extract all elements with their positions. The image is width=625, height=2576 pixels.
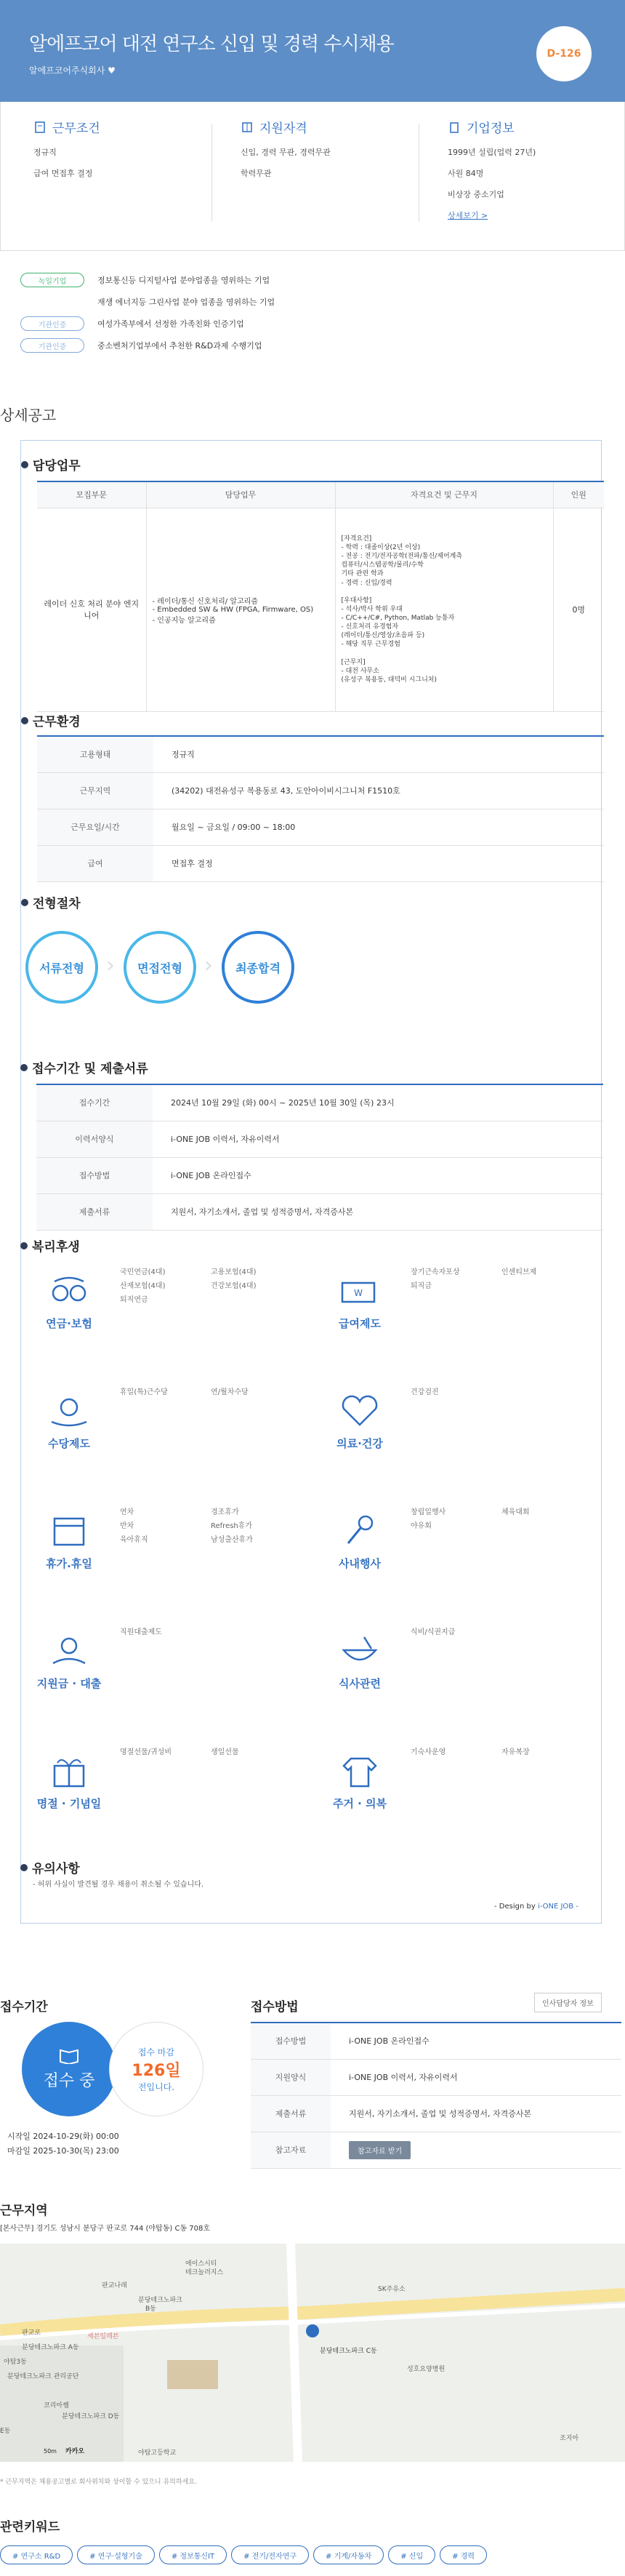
- badge-row: [20, 313, 602, 335]
- col-header: 인원: [553, 481, 604, 508]
- method-table: [251, 2022, 621, 2169]
- col-header: 담당업무: [146, 481, 335, 508]
- keyword-chip[interactable]: # 연구소 R&D: [0, 2545, 73, 2564]
- welfare-list: [411, 1385, 592, 1396]
- company-item: 비상장 중소기업: [448, 190, 504, 199]
- col-header: 모집부문: [37, 481, 146, 508]
- caution-title: 유의사항: [32, 1862, 80, 1876]
- job-title: 알에프코어 대전 연구소 신입 및 경력 수시채용: [29, 33, 394, 55]
- chevron-right-icon: ›: [106, 953, 115, 978]
- env-table: [37, 735, 604, 882]
- glasses-icon: [47, 1273, 91, 1309]
- welfare-entry: 인센티브제: [501, 1268, 537, 1276]
- design-brand: i-ONE JOB -: [537, 1903, 578, 1911]
- badge-text: 재생 에너지등 그린사업 분야 업종을 영위하는 기업: [97, 297, 275, 307]
- welfare-entry: 건강검진: [411, 1388, 439, 1396]
- duty-title: 담당업무: [33, 459, 81, 473]
- process-step: 서류전형: [25, 931, 98, 1004]
- welfare-list: [411, 1265, 592, 1290]
- welfare-entry: Refresh휴가: [211, 1522, 253, 1530]
- company-name[interactable]: [29, 64, 116, 76]
- keyword-chip[interactable]: # 정보통신IT: [159, 2545, 227, 2564]
- apply-key: 접수방법: [36, 1157, 153, 1193]
- company-item: 사원 84명: [448, 169, 484, 178]
- welfare-item: [323, 1625, 600, 1749]
- env-value: 면접후 결정: [153, 845, 604, 881]
- summary-company: [448, 118, 625, 223]
- welfare-entry: 자유복장: [501, 1748, 530, 1756]
- apply-table: [36, 1084, 603, 1231]
- env-title: 근무환경: [33, 715, 81, 729]
- deadline-days: 126일: [132, 2061, 181, 2080]
- welfare-entry: 남성출산휴가: [211, 1536, 253, 1544]
- map-label: 코리아쌤: [44, 2402, 69, 2409]
- process-step: 최종합격: [222, 931, 294, 1004]
- env-key: 근무지역: [37, 772, 153, 809]
- duty-count: 0명: [553, 508, 604, 711]
- calendar-icon: [47, 1513, 91, 1549]
- status-circle: [22, 2022, 116, 2116]
- welfare-label: 명절 · 기념일: [36, 1797, 102, 1810]
- badge-pill: 기관인증: [20, 338, 84, 353]
- welfare-item: [323, 1505, 600, 1629]
- apply-key: 이력서양식: [36, 1121, 153, 1157]
- duty-part: 레이더 신호 처리 분야 엔지니어: [37, 508, 146, 711]
- welfare-item: [323, 1265, 600, 1389]
- welfare-entry: 명절선물/귀성비: [120, 1748, 172, 1756]
- map-label: 50m: [44, 2448, 57, 2455]
- status-text: 접수 중: [43, 2071, 95, 2090]
- location-address: [본사근무] 경기도 성남시 분당구 판교로 744 (야탑동) C동 708호: [0, 2225, 211, 2233]
- map-label: 분당테크노파크 C동: [320, 2348, 377, 2355]
- summary-qualifications: [241, 118, 448, 223]
- welfare-list: [411, 1625, 592, 1636]
- chevron-right-icon: ›: [204, 953, 213, 978]
- map-label: 성호요양병원: [407, 2366, 445, 2373]
- welfare-heading: [20, 1236, 80, 1255]
- duty-heading: [21, 455, 81, 473]
- badge-row: [20, 291, 602, 313]
- keyword-chip[interactable]: # 연구·설형기술: [77, 2545, 155, 2564]
- welfare-entry: 체육대회: [501, 1508, 530, 1516]
- welfare-entry: 직원대출제도: [120, 1628, 162, 1636]
- bowl-icon: [338, 1633, 382, 1669]
- deadline-suffix: 전입니다.: [137, 2081, 175, 2092]
- welfare-entry: 야유회: [411, 1522, 432, 1530]
- welfare-list: [411, 1505, 592, 1530]
- summary-conditions: [33, 118, 241, 223]
- bullet-icon: [20, 1242, 28, 1249]
- company-badges: [20, 269, 602, 356]
- welfare-item: [33, 1625, 309, 1749]
- method-key: 제출서류: [251, 2095, 331, 2132]
- welfare-entry: 창립일행사: [411, 1508, 446, 1516]
- map-label: E동: [0, 2428, 11, 2435]
- company-heading: 기업정보: [467, 121, 515, 136]
- badge-row: [20, 269, 602, 291]
- badge-pill-empty: [20, 295, 84, 309]
- company-link[interactable]: 알에프코어주식회사: [29, 65, 105, 76]
- welfare-label: 수당제도: [48, 1437, 90, 1450]
- map-label: 테크놀러지스: [185, 2269, 224, 2276]
- welfare-label: 식사관련: [339, 1677, 381, 1690]
- design-prefix: - Design by: [494, 1903, 536, 1911]
- apply-heading: [20, 1058, 148, 1076]
- welfare-list: [120, 1745, 302, 1756]
- method-value: i-ONE JOB 이력서, 자유이력서: [331, 2059, 621, 2095]
- download-reference-button[interactable]: 참고자료 받기: [349, 2141, 411, 2159]
- env-value: 정규직: [153, 736, 604, 772]
- welfare-title: 복리후생: [32, 1240, 80, 1255]
- map-label: 판교나래: [102, 2282, 127, 2289]
- keywords-title: 관련키워드: [0, 2520, 60, 2535]
- map-note: * 근무지역은 채용공고별로 회사위치와 상이할 수 있으니 유의하세요.: [0, 2479, 197, 2486]
- duty-tasks: - 레이더/통신 신호처리/ 알고리즘 - Embedded SW & HW (FPGA, Firmware, OS) - 인공지능 알고리즘: [146, 508, 335, 711]
- welfare-item: [33, 1745, 309, 1869]
- welfare-label: 지원금 · 대출: [36, 1677, 102, 1690]
- job-summary: [0, 102, 625, 251]
- building-icon: [448, 121, 461, 134]
- map-label: 카카오: [65, 2448, 85, 2455]
- location-map[interactable]: [0, 2244, 625, 2462]
- conditions-heading: 근무조건: [52, 121, 100, 136]
- badge-text: 정보통신등 디지털사업 분야업종을 영위하는 기업: [97, 276, 270, 285]
- welfare-entry: 퇴직금: [411, 1282, 432, 1290]
- welfare-item: [33, 1385, 309, 1509]
- welfare-entry: 기숙사운영: [411, 1748, 446, 1756]
- keyword-chip[interactable]: # 기계/자동차: [313, 2545, 384, 2564]
- apply-key: 제출서류: [36, 1193, 153, 1230]
- duty-table: [37, 481, 604, 712]
- badge-pill: 녹일기업: [20, 273, 84, 287]
- method-value: 지원서, 자기소개서, 졸업 및 성적증명서, 자격증사본: [331, 2095, 621, 2132]
- map-label: 야탑고등학교: [138, 2449, 177, 2457]
- money-icon: [338, 1273, 382, 1309]
- dday-badge: D-126: [536, 26, 592, 81]
- book-open-icon: [59, 2048, 79, 2064]
- welfare-entry: 장기근속자포상: [411, 1268, 460, 1276]
- welfare-list: [120, 1625, 302, 1636]
- book-icon: [241, 121, 254, 134]
- design-credit: [494, 1903, 578, 1911]
- welfare-label: 사내행사: [339, 1557, 381, 1570]
- contact-button[interactable]: 인사담당자 정보: [534, 1993, 602, 2012]
- apply-value: i-ONE JOB 이력서, 자유이력서: [153, 1121, 603, 1157]
- piggy-icon: [47, 1633, 91, 1669]
- badge-row: [20, 335, 602, 356]
- welfare-list: [120, 1265, 302, 1304]
- apply-value: 2024년 10월 29일 (화) 00시 ~ 2025년 10월 30일 (목) 23시: [153, 1084, 603, 1121]
- divider: [211, 124, 212, 222]
- keyword-chip[interactable]: # 신입: [388, 2545, 435, 2564]
- welfare-entry: 연차: [120, 1508, 134, 1516]
- qualification-item: 학력무관: [241, 169, 272, 178]
- badge-text: 여성가족부에서 선정한 가족친화 인증기업: [97, 319, 244, 329]
- apply-value: i-ONE JOB 온라인접수: [153, 1157, 603, 1193]
- method-title: 접수방법: [251, 2000, 299, 2015]
- env-heading: [21, 711, 81, 729]
- period-title: 접수기간: [0, 2000, 48, 2015]
- welfare-item: [33, 1505, 309, 1629]
- map-label: B동: [145, 2305, 156, 2313]
- welfare-label: 의료·건강: [336, 1437, 383, 1450]
- keyword-list: [0, 2545, 625, 2564]
- env-value: (34202) 대전유성구 복용동로 43, 도안아이비시그니처 F1510호: [153, 772, 604, 809]
- env-value: 월요일 ~ 금요일 / 09:00 ~ 18:00: [153, 809, 604, 845]
- bullet-icon: [20, 1064, 28, 1071]
- start-date: 시작일 2024-10-29(화) 00:00: [7, 2132, 119, 2141]
- heart-icon[interactable]: ♥: [108, 65, 116, 76]
- location-title: 근무지역: [0, 2204, 48, 2218]
- keyword-chip[interactable]: # 경력: [440, 2545, 487, 2564]
- map-label: 야탑3동: [4, 2359, 27, 2366]
- welfare-entry: 식비/식권지급: [411, 1628, 456, 1636]
- welfare-label: 휴가.휴일: [46, 1557, 92, 1570]
- welfare-entry: 육아휴직: [120, 1536, 148, 1544]
- welfare-list: [120, 1385, 302, 1396]
- map-label: 조지아: [560, 2435, 579, 2442]
- svg-text:W: W: [354, 1288, 363, 1298]
- welfare-label: 연금·보험: [46, 1317, 92, 1330]
- method-key: 접수방법: [251, 2023, 331, 2059]
- map-label: SK주유소: [378, 2286, 406, 2293]
- env-key: 고용형태: [37, 736, 153, 772]
- bullet-icon: [20, 1864, 28, 1871]
- qualifications-heading: 지원자격: [259, 121, 307, 136]
- welfare-item: [323, 1745, 600, 1869]
- welfare-list: [120, 1505, 302, 1544]
- badge-text: 중소벤처기업부에서 추천한 R&D과제 수행기업: [97, 341, 262, 351]
- welfare-entry: 산재보험(4대): [120, 1282, 166, 1290]
- bullet-icon: [21, 461, 28, 468]
- map-label: 분당테크노파크: [138, 2297, 182, 2304]
- map-label: 에이스시티: [185, 2260, 217, 2268]
- process-step: 면접전형: [124, 931, 196, 1004]
- welfare-list: [411, 1745, 592, 1756]
- keyword-chip[interactable]: # 전기/전자연구: [231, 2545, 309, 2564]
- end-date: 마감일 2025-10-30(목) 23:00: [7, 2146, 119, 2156]
- caution-text: - 허위 사실이 발견될 경우 채용이 취소될 수 있습니다.: [33, 1881, 204, 1889]
- env-key: 근무요일/시간: [37, 809, 153, 845]
- welfare-entry: 퇴직연금: [120, 1296, 148, 1304]
- map-label: 분당테크노파크 관리공단: [7, 2373, 79, 2380]
- caution-heading: [20, 1858, 80, 1876]
- welfare-item: [33, 1265, 309, 1389]
- gift-icon: [47, 1753, 91, 1789]
- process-title: 전형절차: [33, 897, 81, 911]
- coin-hand-icon: [47, 1393, 91, 1429]
- apply-key: 접수기간: [36, 1084, 153, 1121]
- badge-pill: 기관인증: [20, 316, 84, 331]
- map-canvas[interactable]: [0, 2244, 625, 2462]
- job-header: [0, 0, 625, 102]
- company-detail-link[interactable]: 상세보기 >: [448, 211, 488, 220]
- detail-section-title: 상세공고: [0, 407, 57, 424]
- welfare-entry: 고용보험(4대): [211, 1268, 257, 1276]
- period-dates: [7, 2129, 119, 2159]
- map-label: 분당테크노파크 A동: [22, 2344, 79, 2351]
- welfare-entry: 경조휴가: [211, 1508, 239, 1516]
- welfare-item: [323, 1385, 600, 1509]
- apply-title: 접수기간 및 제출서류: [32, 1062, 148, 1076]
- qualification-item: 신입, 경력 무관, 경력무관: [241, 148, 331, 157]
- apply-value: 지원서, 자기소개서, 졸업 및 성적증명서, 자격증사본: [153, 1193, 603, 1230]
- welfare-entry: 휴일(특)근수당: [120, 1388, 168, 1396]
- env-key: 급여: [37, 845, 153, 881]
- method-key: 참고자료: [251, 2132, 331, 2168]
- document-icon: [33, 121, 47, 134]
- condition-item: 급여 면접후 결정: [33, 169, 93, 178]
- bullet-icon: [21, 899, 28, 906]
- welfare-entry: 연/월차수당: [211, 1388, 249, 1396]
- company-item: 1999년 설립(업력 27년): [448, 148, 536, 157]
- duty-requirements: [자격요건] - 학력 : 대졸이상(2년 이상) - 전공 : 전기/전자공학(전파/통신/제어계측 컴퓨터/시스템공학/물리/수학 기타 관련 학과 - 경력 : 신입/경력 [우대사항] - 석사/박사 학위 우대 - C/C++/C#, Python, Matlab 능통자 - 신호처리 유경험자 (레이더/통신/영상/초음파 등) - 해당 직무 근무경험 [근무지] - 대전 사무소 (유성구 복용동, 대덕비 시그니처): [335, 508, 553, 711]
- shirt-icon: [338, 1753, 382, 1789]
- welfare-label: 주거 · 의복: [332, 1797, 387, 1810]
- col-header: 자격요건 및 근무지: [335, 481, 553, 508]
- deadline-label: 접수 마감: [137, 2047, 175, 2057]
- map-label: 분당테크노파크 D동: [62, 2413, 120, 2420]
- welfare-entry: 건강보험(4대): [211, 1282, 257, 1290]
- process-heading: [21, 893, 81, 911]
- condition-item: 정규직: [33, 148, 57, 157]
- welfare-entry: 국민연금(4대): [120, 1268, 166, 1276]
- bullet-icon: [21, 717, 28, 724]
- method-value: i-ONE JOB 온라인접수: [331, 2023, 621, 2059]
- deadline-circle: [109, 2022, 203, 2116]
- welfare-label: 급여제도: [339, 1317, 381, 1330]
- welfare-entry: 반차: [120, 1522, 134, 1530]
- welfare-entry: 생일선물: [211, 1748, 239, 1756]
- method-key: 지원양식: [251, 2059, 331, 2095]
- map-label: 판교로: [22, 2329, 41, 2337]
- map-label: 세븐일레븐: [87, 2333, 119, 2340]
- heart-pulse-icon: [338, 1393, 382, 1429]
- microphone-icon: [338, 1513, 382, 1549]
